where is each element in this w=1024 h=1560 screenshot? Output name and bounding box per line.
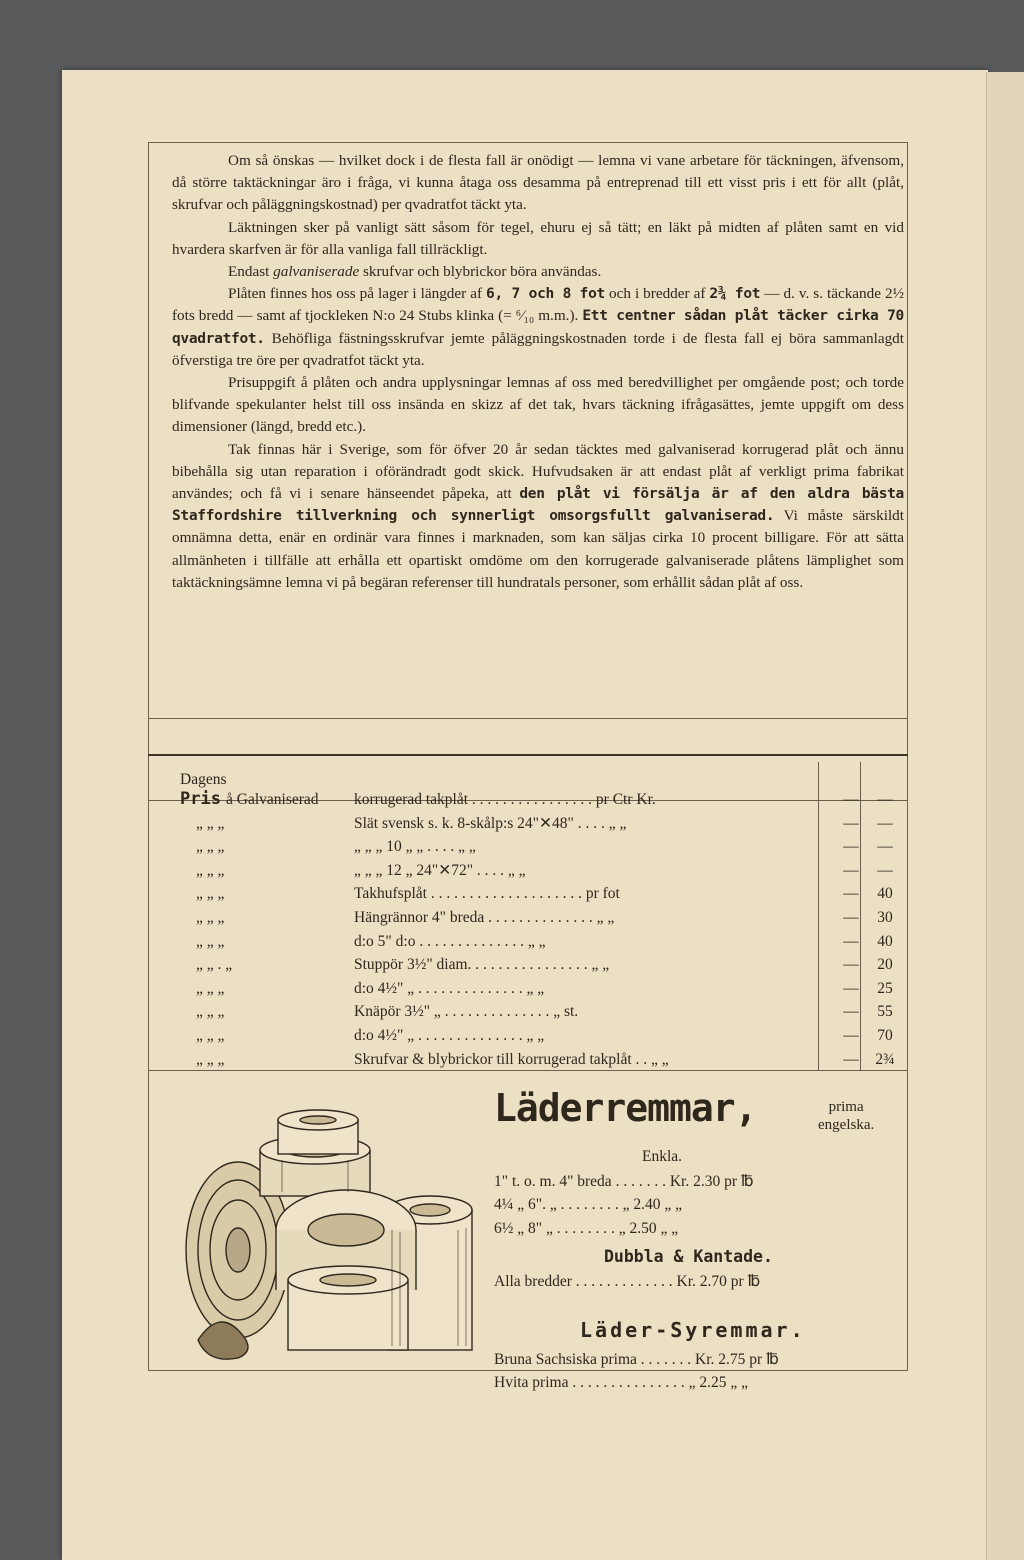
price-cell-c2: Stupрör 3½" diam. . . . . . . . . . . . . . . . „ „: [354, 956, 610, 974]
price-cell-c1: „ „ „: [196, 838, 225, 856]
price-rows: [174, 788, 904, 1071]
price-cell-c1: „ „ „: [196, 814, 225, 832]
price-cell-c4: 2¾: [875, 1050, 895, 1068]
paragraph-6: Tak finnas här i Sverige, som för öfver 20 år sedan täcktes med galvaniserad korrugerad plåt och ännu bibehålla sig utan reparation i oförändradt godt skick. Hufvudsaken är att endast plåt af verkligt prima fabrikat användes; och få vi i senare hänseendet påpeka, att den plåt vi försälja är af den aldra bästa Staffordshire tillverkning och synnerligt omsorgsfullt galvaniserad. Vi måste särskildt omnämna detta, enär en ordinär vara finnes i marknaden, som kan säljas cirka 10 procent billigare. För att sätta allmänheten i tillfälle att erhålla ett opartiskt omdöme om den korrugerade galvaniserade plåtens lämplighet som taktäckningsämne lemna vi på begäran referenser till hundratals personer, som erhållit sådan plåt af oss.: [172, 440, 904, 591]
price-cell-c4: —: [877, 814, 893, 832]
price-cell-c3: —: [843, 814, 859, 832]
price-cell-c4: 40: [877, 932, 893, 950]
price-row: [174, 906, 904, 930]
paragraph-1: Om så önskas — hvilket dock i de flesta fall är onödigt — lemna vi vane arbetare för täckningen, äfvensom, då större taktäckningar äro i fråga, vi kunna åtaga oss desamma på entreprenad till ett visst pris i ett för allt (plåt, skrufvar och påläggningskostnad) per qvadratfot täckt yta.: [172, 152, 904, 214]
price-row: [174, 882, 904, 906]
price-cell-c4: 55: [877, 1003, 893, 1021]
price-cell-c1: „ „ „: [196, 1026, 225, 1044]
price-row: [174, 835, 904, 859]
enkla-heading: Enkla.: [642, 1148, 683, 1165]
price-cell-c4: 25: [877, 979, 893, 997]
syremmar-heading: Läder-Syremmar.: [580, 1318, 806, 1342]
price-cell-c1: „ „ „: [196, 908, 225, 926]
price-cell-c1: „ „ „: [196, 932, 225, 950]
price-cell-c3: —: [843, 885, 859, 903]
enkla-row-2: 4¼ „ 6". „ . . . . . . . . „ 2.40 „ „: [494, 1196, 682, 1213]
article-bottom-rule: [148, 718, 908, 719]
price-cell-c3: —: [843, 1026, 859, 1044]
price-row: [174, 977, 904, 1001]
price-cell-c1: „ „ „: [196, 1003, 225, 1021]
price-cell-c4: —: [877, 861, 893, 879]
price-cell-c4: 20: [877, 956, 893, 974]
price-cell-c3: —: [843, 979, 859, 997]
price-cell-c2: korrugerad takplåt . . . . . . . . . . . . . . . . pr Ctr Kr.: [354, 791, 656, 808]
price-cell-c1: „ „ „: [196, 979, 225, 997]
page-bottom-rule: [148, 1370, 908, 1371]
price-cell-c3: —: [843, 908, 859, 926]
price-cell-c3: —: [843, 932, 859, 950]
top-rule: [148, 142, 908, 143]
price-cell-c4: —: [877, 838, 893, 856]
syre-row-1: Bruna Sachsiska prima . . . . . . . Kr. 2.75 pr ℔: [494, 1351, 779, 1368]
price-cell-c2: d:o 4½" „ . . . . . . . . . . . . . . „ „: [354, 979, 545, 997]
price-row: [174, 930, 904, 954]
price-cell-c3: —: [843, 838, 859, 856]
price-cell-c1: „ „ . „: [196, 956, 233, 974]
price-cell-c3: —: [843, 956, 859, 974]
price-cell-c2: Skrufvar & blybrickor till korrugerad takplåt . . „ „: [354, 1050, 669, 1068]
enkla-row-1: 1" t. o. m. 4" breda . . . . . . . Kr. 2.30 pr ℔: [494, 1173, 754, 1190]
paragraph-5: Prisuppgift å plåten och andra upplysningar lemnas af oss med beredvillighet per omgående post; och torde blifvande spekulanter helst till oss insända en skizz af det tak, hvars täckning ifrågasättes, jemte uppgift om dess dimensioner (längd, bredd etc.).: [172, 374, 904, 436]
price-cell-c2: Hängrännor 4" breda . . . . . . . . . . . . . . „ „: [354, 908, 615, 926]
laderremmar-heading: Läderremmar,: [494, 1086, 757, 1130]
price-cell-c4: —: [877, 791, 893, 808]
price-row: [174, 1000, 904, 1024]
price-row: [174, 1048, 904, 1072]
paragraph-3: Endast galvaniserade skrufvar och blybrickor böra användas.: [228, 263, 602, 281]
leather-belt-rolls-illustration: [178, 1100, 478, 1368]
laderremmar-subheading: prima engelska.: [818, 1099, 875, 1133]
article-text: [172, 150, 904, 594]
price-cell-c2: Knäрör 3½" „ . . . . . . . . . . . . . . „ st.: [354, 1003, 579, 1021]
paragraph-4: Plåten finnes hos oss på lager i längder af 6, 7 och 8 fot och i bredder af 2¾ fot — d. v. s. täckande 2½ fots bredd — samt af tjockleken N:o 24 Stubs klinka (= ⁶⁄₁₀ m.m.). Ett centner sådan plåt täcker cirka 70 qvadratfot. Behöfliga fästningsskrufvar jemte påläggningskostnaden torde i de flesta fall ej böra sammanlagdt öfverstiga tre öre per qvadratfot täckt yta.: [172, 285, 904, 369]
price-cell-c4: 30: [877, 908, 893, 926]
price-cell-c3: —: [843, 1003, 859, 1021]
price-cell-c3: —: [843, 861, 859, 879]
price-cell-c2: d:o 4½" „ . . . . . . . . . . . . . . „ „: [354, 1026, 545, 1044]
paragraph-2: Läktningen sker på vanligt sätt såsom för tegel, ehuru ej så tätt; en läkt på midten af plåten samt en vid hvardera skarfven är för alla vanliga fall tillräckligt.: [172, 218, 904, 258]
dubbla-row: Alla bredder . . . . . . . . . . . . . Kr. 2.70 pr ℔: [494, 1273, 761, 1290]
price-cell-c2: „ „ „ 12 „ 24"✕72" . . . . „ „: [354, 861, 526, 879]
table-top-rule: [148, 754, 908, 756]
price-cell-c1: „ „ „: [196, 885, 225, 903]
price-row: [174, 812, 904, 836]
price-cell-c1: „ „ „: [196, 1050, 225, 1068]
price-cell-c2: d:o 5" d:o . . . . . . . . . . . . . . „ „: [354, 932, 546, 950]
enkla-row-3: 6½ „ 8" „ . . . . . . . . „ 2.50 „ „: [494, 1220, 679, 1237]
dagens-label: Dagens: [180, 771, 227, 788]
price-row: [174, 953, 904, 977]
price-cell-c2: Takhufsplåt . . . . . . . . . . . . . . . . . . . . pr fot: [354, 885, 620, 903]
price-cell-c3: —: [843, 791, 859, 808]
price-cell-c4: 40: [877, 885, 893, 903]
price-cell-c2: „ „ „ 10 „ „ . . . . „ „: [354, 838, 476, 856]
price-cell-c4: 70: [877, 1026, 893, 1044]
price-cell-c1: å Galvaniserad: [226, 791, 319, 808]
price-cell-c1: „ „ „: [196, 861, 225, 879]
pris-label: Pris: [180, 789, 221, 809]
price-row: [174, 859, 904, 883]
price-cell-c3: —: [843, 1050, 859, 1068]
dubbla-heading: Dubbla & Kantade.: [604, 1247, 773, 1266]
next-page-edge: [986, 72, 1024, 1560]
price-cell-c2: Slät svensk s. k. 8-skålp:s 24"✕48" . . . . „ „: [354, 814, 627, 832]
price-row: [174, 788, 904, 812]
price-row: [174, 1024, 904, 1048]
syre-row-2: Hvita prima . . . . . . . . . . . . . . . „ 2.25 „ „: [494, 1374, 748, 1391]
